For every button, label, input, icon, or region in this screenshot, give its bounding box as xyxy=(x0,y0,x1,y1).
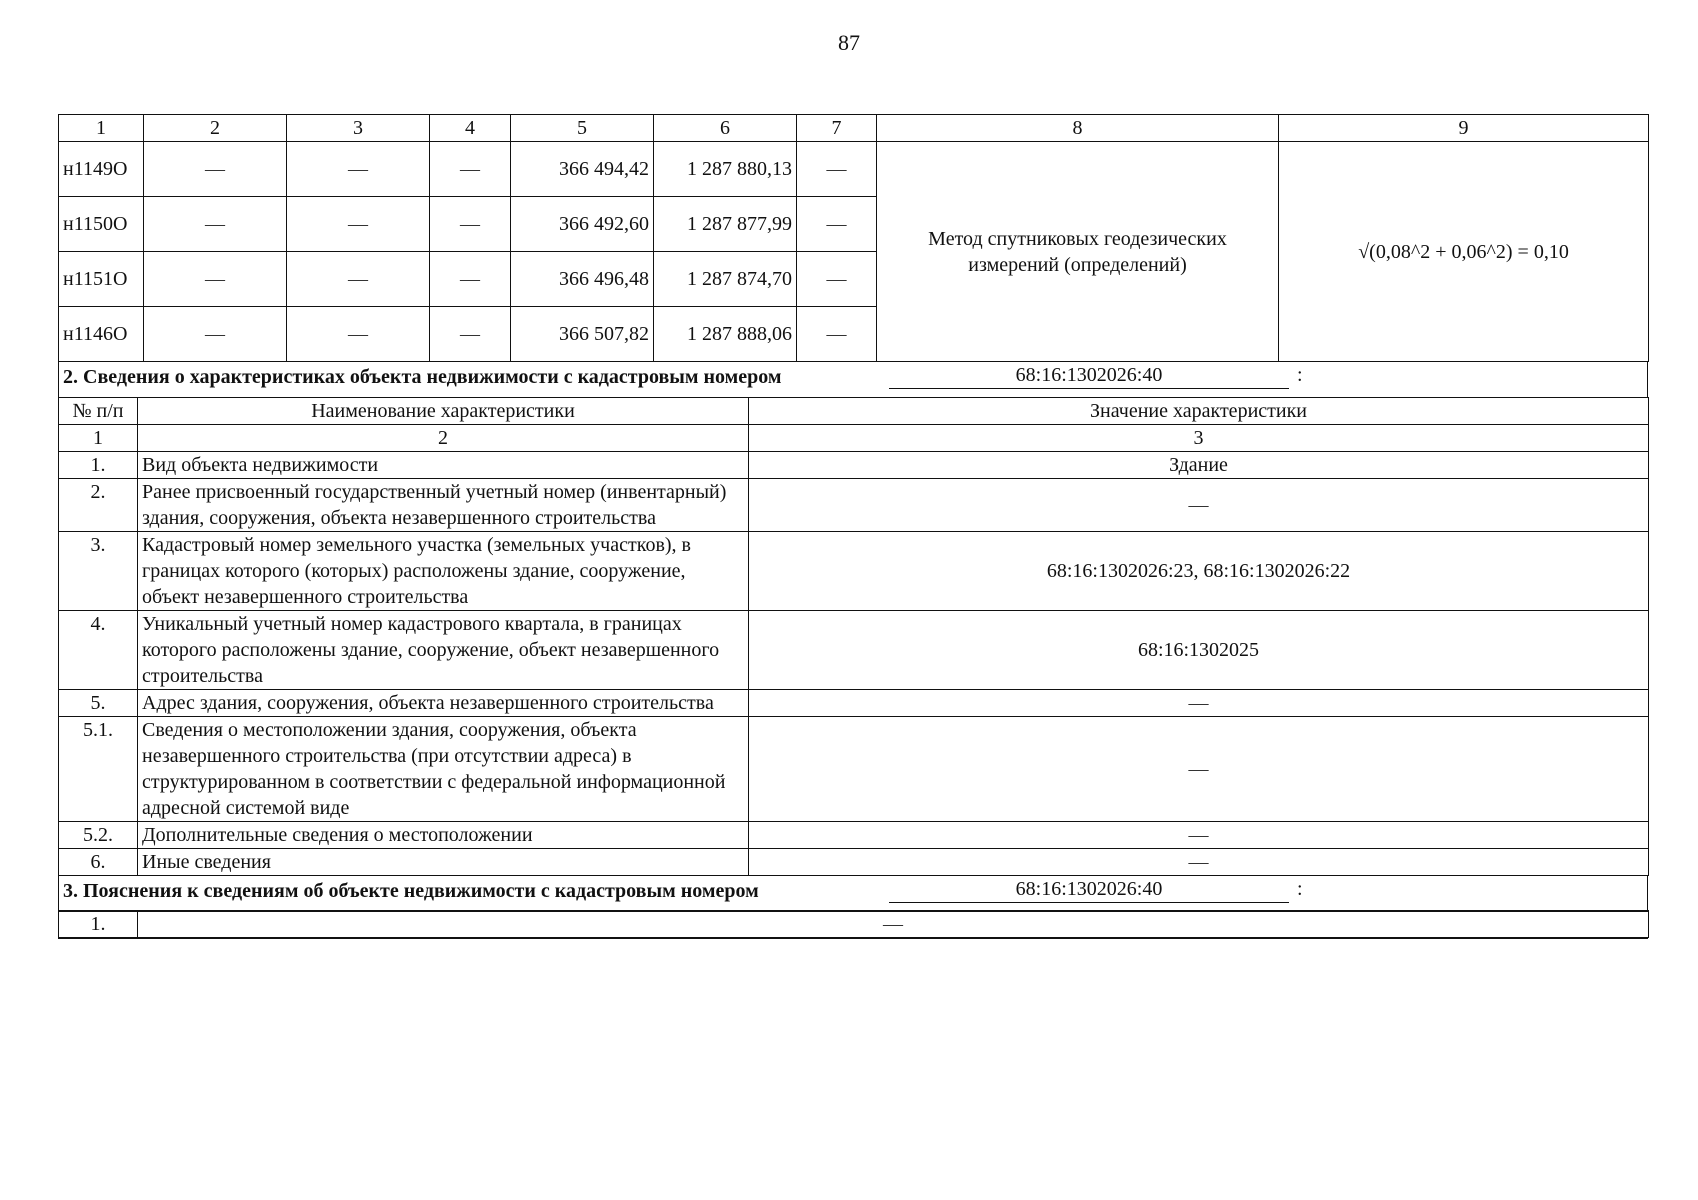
table-row xyxy=(59,610,1649,689)
section3-title: 3. Пояснения к сведениям об объекте недвижимости с кадастровым номером xyxy=(63,879,759,902)
row-name: Ранее присвоенный государственный учетный номер (инвентарный) здания, сооружения, объекта незавершенного строительства xyxy=(138,478,749,531)
coord-cell: — xyxy=(144,307,287,362)
coords-header-cell: 6 xyxy=(654,115,797,142)
coord-cell: — xyxy=(287,142,430,197)
row-num: 1. xyxy=(59,911,138,938)
table-row xyxy=(59,848,1649,875)
explanations-table xyxy=(58,910,1649,938)
row-value: — xyxy=(749,716,1649,821)
coord-cell: — xyxy=(287,197,430,252)
point-name: н1151О xyxy=(59,252,144,307)
coord-x: 366 496,48 xyxy=(511,252,654,307)
row-value: 68:16:1302026:23, 68:16:1302026:22 xyxy=(749,531,1649,610)
row-value: — xyxy=(749,689,1649,716)
coord-cell: — xyxy=(144,142,287,197)
row-name: Вид объекта недвижимости xyxy=(138,451,749,478)
coord-y: 1 287 880,13 xyxy=(654,142,797,197)
coord-y: 1 287 888,06 xyxy=(654,307,797,362)
coords-header-row xyxy=(59,115,1649,142)
colnum-cell: 2 xyxy=(138,424,749,451)
coords-header-cell: 5 xyxy=(511,115,654,142)
row-value: 68:16:1302025 xyxy=(749,610,1649,689)
coord-x: 366 492,60 xyxy=(511,197,654,252)
coord-cell: — xyxy=(430,252,511,307)
coord-cell: — xyxy=(144,197,287,252)
table-row xyxy=(59,451,1649,478)
point-name: н1150О xyxy=(59,197,144,252)
coord-cell: — xyxy=(430,142,511,197)
row-name: Сведения о местоположении здания, сооружения, объекта незавершенного строительства (при отсутствии адреса) в структурированном в соответствии с федеральной информационной адресной системой виде xyxy=(138,716,749,821)
section3-cadastral-number: 68:16:1302026:40 xyxy=(889,878,1289,903)
chars-colnum-row xyxy=(59,424,1649,451)
coords-header-cell: 7 xyxy=(797,115,877,142)
coord-cell: — xyxy=(797,252,877,307)
header-name: Наименование характеристики xyxy=(138,397,749,424)
coordinates-table xyxy=(58,114,1649,362)
coords-header-cell: 3 xyxy=(287,115,430,142)
coord-x: 366 494,42 xyxy=(511,142,654,197)
row-num: 4. xyxy=(59,610,138,689)
section2-colon: : xyxy=(1297,364,1303,386)
page-number: 87 xyxy=(838,30,860,55)
coord-cell: — xyxy=(430,307,511,362)
row-num: 1. xyxy=(59,451,138,478)
row-name: Иные сведения xyxy=(138,848,749,875)
coords-header-cell: 1 xyxy=(59,115,144,142)
coord-cell: — xyxy=(287,252,430,307)
section3-heading xyxy=(58,876,1648,912)
table-row xyxy=(59,911,1649,938)
row-num: 2. xyxy=(59,478,138,531)
header-value: Значение характеристики xyxy=(749,397,1649,424)
row-value: — xyxy=(749,821,1649,848)
coord-x: 366 507,82 xyxy=(511,307,654,362)
table-row xyxy=(59,689,1649,716)
colnum-cell: 1 xyxy=(59,424,138,451)
row-name: Уникальный учетный номер кадастрового квартала, в границах которого расположены здание, сооружение, объект незавершенного строительства xyxy=(138,610,749,689)
table-row xyxy=(59,142,1649,197)
row-num: 3. xyxy=(59,531,138,610)
coords-header-cell: 2 xyxy=(144,115,287,142)
coord-cell: — xyxy=(797,197,877,252)
section2-cadastral-number: 68:16:1302026:40 xyxy=(889,364,1289,389)
row-num: 5.1. xyxy=(59,716,138,821)
coords-header-cell: 4 xyxy=(430,115,511,142)
coord-cell: — xyxy=(797,142,877,197)
coord-cell: — xyxy=(144,252,287,307)
table-row xyxy=(59,478,1649,531)
section2-heading xyxy=(58,362,1648,398)
row-value: — xyxy=(749,848,1649,875)
table-bottom-rule xyxy=(58,938,1648,942)
row-value: Здание xyxy=(749,451,1649,478)
table-row xyxy=(59,531,1649,610)
section2-title: 2. Сведения о характеристиках объекта недвижимости с кадастровым номером xyxy=(63,366,782,388)
point-name: н1146О xyxy=(59,307,144,362)
coord-y: 1 287 877,99 xyxy=(654,197,797,252)
coords-header-cell: 8 xyxy=(877,115,1279,142)
formula-cell: √(0,08^2 + 0,06^2) = 0,10 xyxy=(1279,142,1649,362)
row-name: Дополнительные сведения о местоположении xyxy=(138,821,749,848)
method-cell: Метод спутниковых геодезических измерений (определений) xyxy=(877,142,1279,362)
colnum-cell: 3 xyxy=(749,424,1649,451)
row-value: — xyxy=(138,911,1649,938)
header-num: № п/п xyxy=(59,397,138,424)
coord-cell: — xyxy=(430,197,511,252)
row-name: Адрес здания, сооружения, объекта незавершенного строительства xyxy=(138,689,749,716)
section3-colon: : xyxy=(1297,877,1303,900)
row-value: — xyxy=(749,478,1649,531)
chars-header-row xyxy=(59,397,1649,424)
coord-y: 1 287 874,70 xyxy=(654,252,797,307)
row-name: Кадастровый номер земельного участка (земельных участков), в границах которого (которых) расположены здание, сооружение, объект незавершенного строительства xyxy=(138,531,749,610)
row-num: 6. xyxy=(59,848,138,875)
table-row xyxy=(59,821,1649,848)
row-num: 5. xyxy=(59,689,138,716)
coord-cell: — xyxy=(797,307,877,362)
table-row xyxy=(59,716,1649,821)
point-name: н1149О xyxy=(59,142,144,197)
coords-header-cell: 9 xyxy=(1279,115,1649,142)
coord-cell: — xyxy=(287,307,430,362)
document-body xyxy=(58,114,1648,942)
row-num: 5.2. xyxy=(59,821,138,848)
characteristics-table xyxy=(58,397,1649,876)
